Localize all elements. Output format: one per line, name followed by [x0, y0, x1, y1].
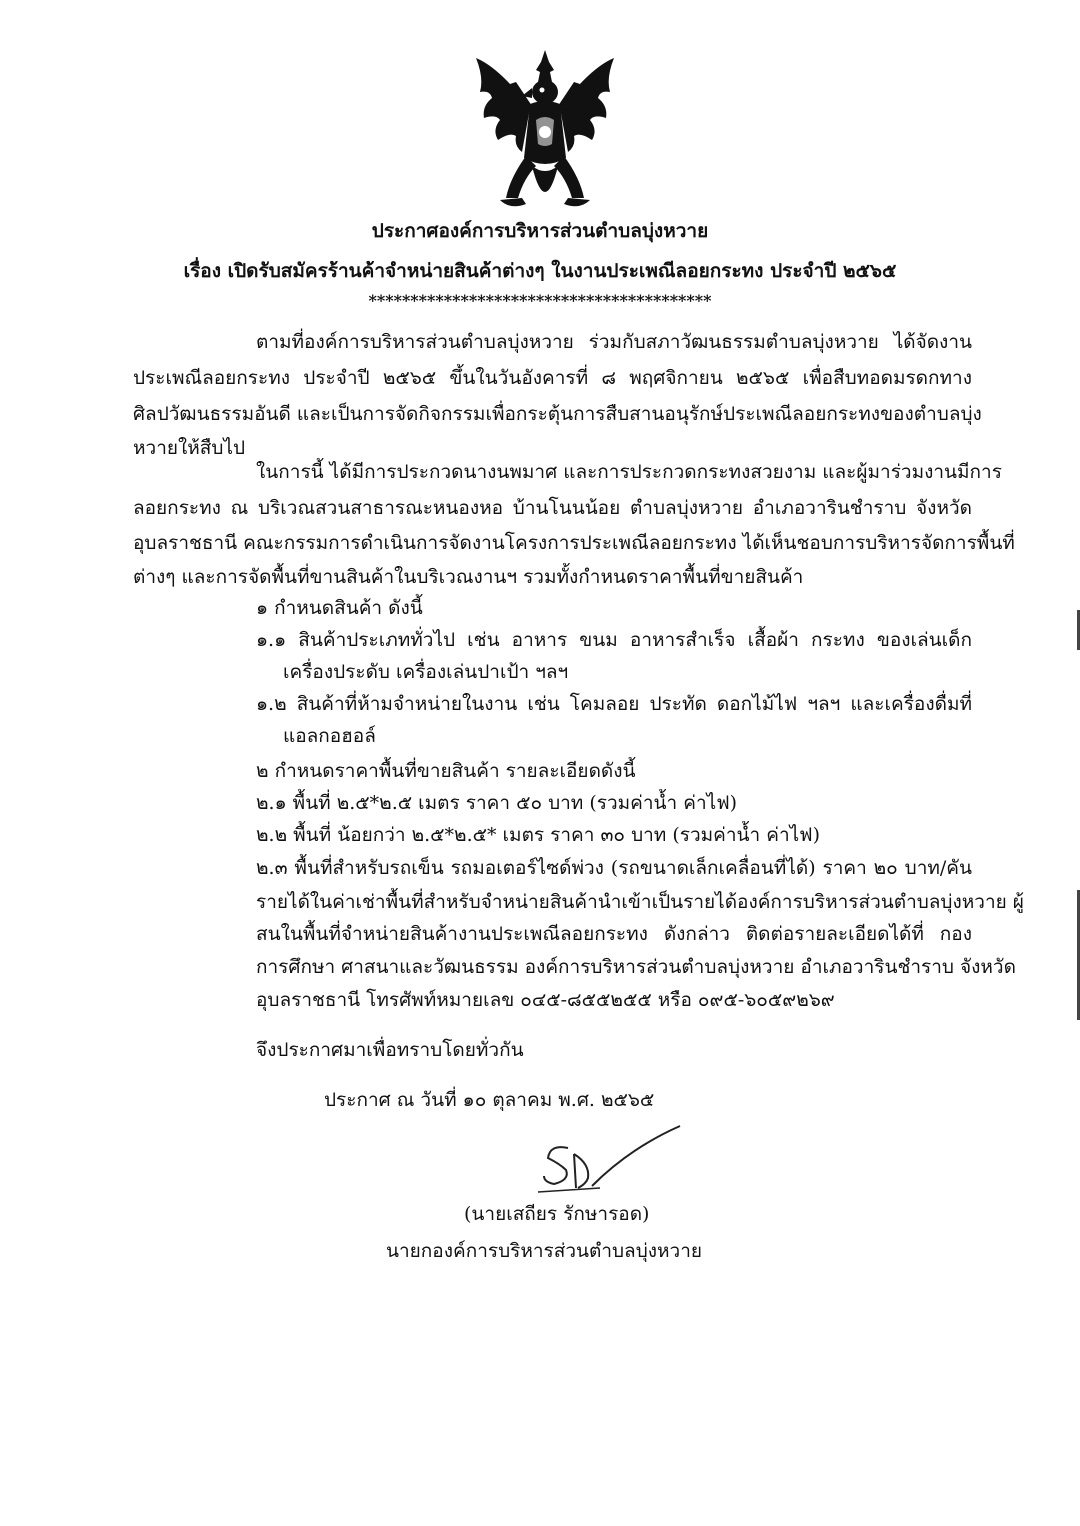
paragraph-1-line: ประเพณีลอยกระทง ประจำปี ๒๕๖๕ ขึ้นในวันอังคารที่ ๘ พฤศจิกายน ๒๕๖๕ เพื่อสืบทอดมรดกทาง — [133, 367, 972, 389]
closing-line: จึงประกาศมาเพื่อทราบโดยทั่วกัน — [256, 1039, 524, 1061]
paragraph-2-line: ในการนี้ ได้มีการประกวดนางนพมาศ และการประกวดกระทงสวยงาม และผู้มาร่วมงานมีการ — [256, 461, 1002, 483]
item-2-heading: ๒ กำหนดราคาพื้นที่ขายสินค้า รายละเอียดดังนี้ — [256, 760, 636, 782]
paragraph-2-line: อุบลราชธานี คณะกรรมการดำเนินการจัดงานโครงการประเพณีลอยกระทง ได้เห็นชอบการบริหารจัดการพื้นที่ — [133, 532, 1015, 554]
item-2-3: ๒.๓ พื้นที่สำหรับรถเข็น รถมอเตอร์ไซด์พ่วง (รถขนาดเล็กเคลื่อนที่ได้) ราคา ๒๐ บาท/คัน — [256, 857, 972, 879]
paragraph-1-line: หวายให้สืบไป — [133, 437, 246, 459]
subject-line: เรื่อง เปิดรับสมัครร้านค้าจำหน่ายสินค้าต่างๆ ในงานประเพณีลอยกระทง ประจำปี ๒๕๖๕ — [183, 260, 897, 282]
paragraph-2-line: ต่างๆ และการจัดพื้นที่ขานสินค้าในบริเวณงานฯ รวมทั้งกำหนดราคาพื้นที่ขายสินค้า — [133, 566, 804, 588]
item-1-heading: ๑ กำหนดสินค้า ดังนี้ — [256, 597, 423, 619]
item-1-1-cont: เครื่องประดับ เครื่องเล่นปาเป้า ฯลฯ — [283, 661, 569, 683]
item-1-2: ๑.๒ สินค้าที่ห้ามจำหน่ายในงาน เช่น โคมลอย ประทัด ดอกไม้ไฟ ฯลฯ และเครื่องดื่มที่ — [256, 693, 972, 715]
paragraph-1-line: ศิลปวัฒนธรรมอันดี และเป็นการจัดกิจกรรมเพื่อกระตุ้นการสืบสานอนุรักษ์ประเพณีลอยกระทงของตำบลบุ่ง — [133, 403, 982, 425]
item-2-1: ๒.๑ พื้นที่ ๒.๕*๒.๕ เมตร ราคา ๕๐ บาท (รวมค่าน้ำ ค่าไฟ) — [256, 792, 738, 814]
paragraph-1-line: ตามที่องค์การบริหารส่วนตำบลบุ่งหวาย ร่วมกับสภาวัฒนธรรมตำบลบุ่งหวาย ได้จัดงาน — [256, 331, 972, 353]
paragraph-3-line: อุบลราชธานี โทรศัพท์หมายเลข ๐๔๕-๘๕๕๒๕๕ หรือ ๐๙๕-๖๐๕๙๒๖๙ — [256, 989, 835, 1011]
divider-line: ***************************************** — [368, 291, 712, 310]
announcement-date: ประกาศ ณ วันที่ ๑๐ ตุลาคม พ.ศ. ๒๕๖๕ — [324, 1089, 655, 1111]
signature-icon — [530, 1118, 690, 1198]
garuda-emblem-icon — [470, 48, 620, 218]
signer-name: (นายเสถียร รักษารอด) — [464, 1203, 650, 1225]
paragraph-3-line: สนในพื้นที่จำหน่ายสินค้างานประเพณีลอยกระทง ดังกล่าว ติดต่อรายละเอียดได้ที่ กอง — [256, 923, 972, 945]
paragraph-2-line: ลอยกระทง ณ บริเวณสวนสาธารณะหนองหอ บ้านโนนน้อย ตำบลบุ่งหวาย อำเภอวารินชำราบ จังหวัด — [133, 497, 972, 519]
paragraph-3-line: รายได้ในค่าเช่าพื้นที่สำหรับจำหน่ายสินค้านำเข้าเป็นรายได้องค์การบริหารส่วนตำบลบุ่งหวาย ผู้ — [256, 891, 1024, 913]
item-2-2: ๒.๒ พื้นที่ น้อยกว่า ๒.๕*๒.๕* เมตร ราคา ๓๐ บาท (รวมค่าน้ำ ค่าไฟ) — [256, 824, 821, 846]
paragraph-3-line: การศึกษา ศาสนาและวัฒนธรรม องค์การบริหารส่วนตำบลบุ่งหวาย อำเภอวารินชำราบ จังหวัด — [256, 956, 1016, 978]
signer-title: นายกองค์การบริหารส่วนตำบลบุ่งหวาย — [386, 1240, 703, 1262]
item-1-1: ๑.๑ สินค้าประเภททั่วไป เช่น อาหาร ขนม อาหารสำเร็จ เสื้อผ้า กระทง ของเล่นเด็ก — [256, 629, 972, 651]
item-1-2-cont: แอลกอฮอล์ — [283, 725, 376, 747]
organization-title: ประกาศองค์การบริหารส่วนตำบลบุ่งหวาย — [371, 220, 709, 242]
